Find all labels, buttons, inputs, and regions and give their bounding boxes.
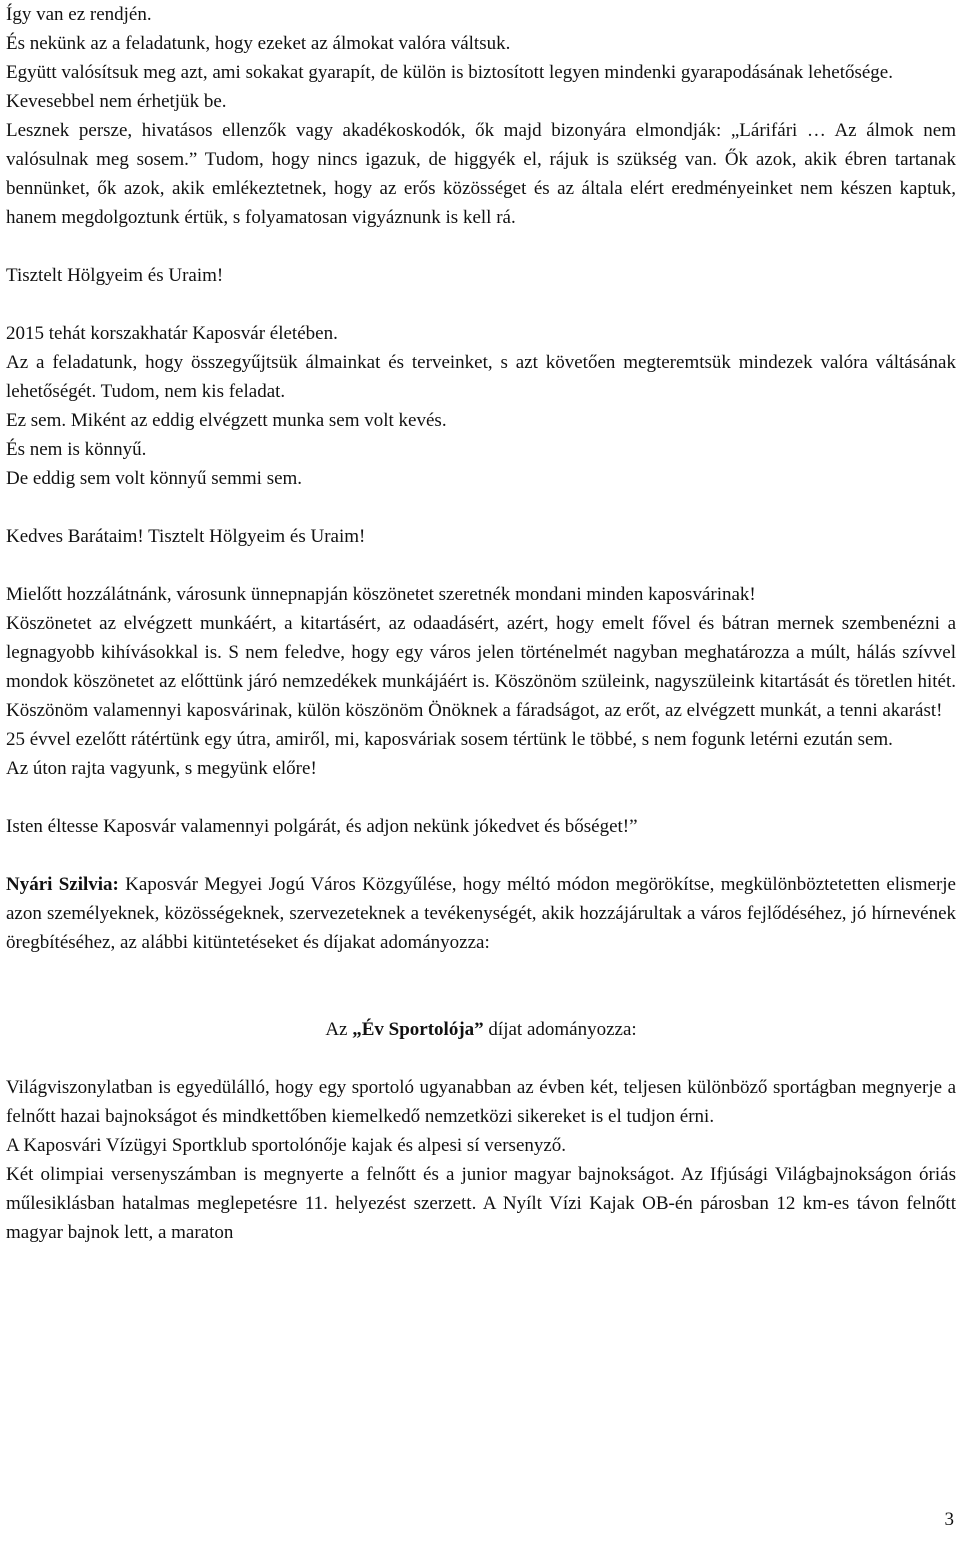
paragraph: Köszönetet az elvégzett munkáért, a kitartásért, az odaadásért, azért, hogy emelt fővel és bátran mernek szembenézni a legnagyobb kihívásokkal is. S nem feledve, hogy egy város jelen történelmét nagyban meghatározza a múlt, hálás szívvel mondok köszönetet az előttünk járó nemzedékek munkájáért is. Köszönöm szüleink, nagyszüleink kitartását és töretlen hitét. Köszönöm valamennyi kaposvárinak, külön köszönöm Önöknek a fáradságot, az erőt, az elvégzett munkát, a tenni akarást! — [6, 613, 956, 721]
spacer — [6, 957, 956, 1015]
award-title: „Év Sportolója” — [352, 1019, 484, 1040]
paragraph: 25 évvel ezelőtt rátértünk egy útra, amiről, mi, kaposváriak sosem tértünk le többé, s nem fogunk letérni ezután sem. — [6, 729, 893, 750]
spacer — [6, 290, 956, 319]
spacer — [6, 783, 956, 812]
paragraph: 2015 tehát korszakhatár Kaposvár életében. — [6, 323, 338, 344]
award-heading-prefix: Az — [325, 1019, 353, 1040]
paragraph: Az a feladatunk, hogy összegyűjtsük álmainkat és terveinket, s azt követően megteremtsük mindezek valóra váltásának lehetőségét. Tudom, nem kis feladat. — [6, 352, 956, 402]
spacer — [6, 841, 956, 870]
paragraph: Ez sem. Miként az eddig elvégzett munka sem volt kevés. — [6, 410, 447, 431]
spacer — [6, 1044, 956, 1073]
spacer — [6, 232, 956, 261]
award-heading-suffix: díjat adományozza: — [483, 1019, 637, 1040]
paragraph: Lesznek persze, hivatásos ellenzők vagy akadékoskodók, ők majd bizonyára elmondják: „Lárifári … Az álmok nem valósulnak meg sosem.” Tudom, hogy nincs igazuk, de higgyék el, rájuk is szükség van. Ők azok, akik ébren tartanak bennünket, ők azok, akik emlékeztetnek, hogy az erős közösséget és az általa elért eredményeinket nem készen kaptuk, hanem megdolgoztunk értük, s folyamatosan vigyáznunk is kell rá. — [6, 120, 956, 228]
spacer — [6, 493, 956, 522]
paragraph: Világviszonylatban is egyedülálló, hogy egy sportoló ugyanabban az évben két, teljesen különböző sportágban megnyerje a felnőtt hazai bajnokságot és mindkettőben kiemelkedő nemzetközi sikereket is el tudjon érni. — [6, 1077, 956, 1127]
document-page — [6, 0, 956, 1247]
paragraph: És nekünk az a feladatunk, hogy ezeket az álmokat valóra váltsuk. — [6, 33, 511, 54]
paragraph: Mielőtt hozzálátnánk, városunk ünnepnapján köszönetet szeretnék mondani minden kaposvárinak! — [6, 584, 756, 605]
paragraph: Együtt valósítsuk meg azt, ami sokakat gyarapít, de külön is biztosított legyen mindenki gyarapodásának lehetősége. Kevesebbel nem érhetjük be. — [6, 62, 893, 112]
paragraph: A Kaposvári Vízügyi Sportklub sportolónője kajak és alpesi sí versenyző. — [6, 1135, 567, 1156]
speaker-text: Kaposvár Megyei Jogú Város Közgyűlése, hogy méltó módon megörökítse, megkülönböztetetten elismerje azon személyeknek, közösségeknek, szervezeteknek a tevékenységét, akik hozzájárultak a város fejlődéséhez, jó hírnevének öregbítéséhez, az alábbi kitüntetéseket és díjakat adományozza: — [6, 874, 956, 953]
award-heading — [6, 1015, 956, 1044]
speaker-name: Nyári Szilvia: — [6, 874, 119, 895]
paragraph: Az úton rajta vagyunk, s megyünk előre! — [6, 758, 317, 779]
paragraph: Két olimpiai versenyszámban is megnyerte a felnőtt és a junior magyar bajnokságot. Az Ifjúsági Világbajnokságon óriás műlesiklásban hatalmas meglepetésre 11. helyezést szerzett. A Nyílt Vízi Kajak OB-én párosban 12 km-es távon felnőtt magyar bajnok lett, a maraton — [6, 1164, 956, 1243]
paragraph: De eddig sem volt könnyű semmi sem. — [6, 468, 303, 489]
greeting: Kedves Barátaim! Tisztelt Hölgyeim és Uraim! — [6, 526, 366, 547]
paragraph: És nem is könnyű. — [6, 439, 147, 460]
closing-line: Isten éltesse Kaposvár valamennyi polgárát, és adjon nekünk jókedvet és bőséget!” — [6, 816, 638, 837]
paragraph: Így van ez rendjén. — [6, 4, 152, 25]
greeting: Tisztelt Hölgyeim és Uraim! — [6, 265, 224, 286]
page-number: 3 — [944, 1509, 954, 1530]
speaker-paragraph — [6, 870, 956, 957]
spacer — [6, 551, 956, 580]
